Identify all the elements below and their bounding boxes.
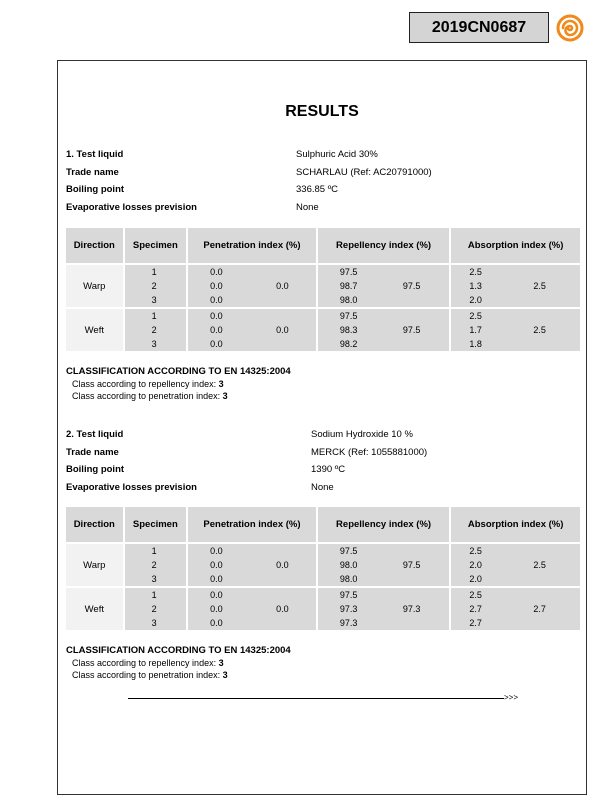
penetration-values: 0.0 0.0 0.0 [210, 267, 223, 305]
info-value: SCHARLAU (Ref: AC20791000) [296, 166, 432, 178]
info-value: Sulphuric Acid 30% [296, 149, 378, 161]
info-value: 1390 ºC [311, 464, 346, 476]
column-header: Penetration index (%) [188, 507, 316, 542]
section1-info [66, 146, 576, 216]
info-label: Boiling point [66, 464, 125, 476]
info-row [66, 164, 576, 182]
repellency-values: 97.5 98.7 98.0 [339, 267, 358, 305]
repellency-values: 97.5 98.0 98.0 [339, 546, 358, 584]
repellency-average: 97.5 [402, 281, 421, 291]
spiral-logo-icon [556, 14, 584, 42]
absorption-average: 2.5 [533, 325, 546, 335]
repellency-class-line [66, 378, 291, 390]
absorption-values: 2.5 1.7 1.8 [469, 311, 482, 349]
penetration-values: 0.0 0.0 0.0 [210, 546, 223, 584]
penetration-class-value: 3 [222, 670, 228, 680]
repellency-average: 97.5 [402, 560, 421, 570]
column-header: Specimen [125, 507, 187, 542]
info-label: Trade name [66, 446, 119, 458]
absorption-average: 2.7 [533, 604, 546, 614]
info-label: 1. Test liquid [66, 149, 124, 161]
penetration-average: 0.0 [276, 281, 289, 291]
specimen-values: 1 2 3 [151, 311, 157, 349]
column-header: Absorption index (%) [451, 507, 580, 542]
info-row [66, 426, 576, 444]
penetration-average: 0.0 [276, 604, 289, 614]
end-rule [128, 698, 504, 699]
section2-info [66, 426, 576, 496]
report-code: 2019CN0687 [409, 12, 549, 43]
column-header: Repellency index (%) [318, 228, 450, 263]
absorption-values: 2.5 2.7 2.7 [469, 590, 482, 628]
info-row [66, 146, 576, 164]
penetration-average: 0.0 [276, 325, 289, 335]
penetration-values: 0.0 0.0 0.0 [210, 311, 223, 349]
classification-heading: CLASSIFICATION ACCORDING TO EN 14325:2004 [66, 645, 291, 656]
repellency-class-line [66, 657, 291, 669]
absorption-average: 2.5 [533, 560, 546, 570]
info-label: Evaporative losses prevision [66, 201, 197, 213]
table-row [66, 544, 580, 586]
penetration-class-label: Class according to penetration index: [72, 391, 221, 401]
penetration-values: 0.0 0.0 0.0 [210, 590, 223, 628]
results-table-1 [64, 226, 582, 353]
repellency-values: 97.5 97.3 97.3 [339, 590, 358, 628]
results-table-2 [64, 505, 582, 632]
specimen-values: 1 2 3 [151, 590, 157, 628]
column-header: Specimen [125, 228, 187, 263]
column-header: Repellency index (%) [318, 507, 450, 542]
repellency-average: 97.3 [402, 604, 421, 614]
penetration-average: 0.0 [276, 560, 289, 570]
table-header-row [66, 228, 580, 263]
classification-block-2 [66, 645, 291, 681]
repellency-values: 97.5 98.3 98.2 [339, 311, 358, 349]
repellency-class-label: Class according to repellency index: [72, 658, 217, 668]
info-value: None [311, 481, 334, 493]
info-label: Trade name [66, 166, 119, 178]
penetration-class-line [66, 669, 291, 681]
info-row [66, 444, 576, 462]
info-row [66, 461, 576, 479]
info-row [66, 181, 576, 199]
classification-block-1 [66, 366, 291, 402]
specimen-values: 1 2 3 [151, 267, 157, 305]
column-header: Direction [66, 507, 123, 542]
repellency-class-label: Class according to repellency index: [72, 379, 217, 389]
info-row [66, 199, 576, 217]
direction-cell: Warp [66, 265, 123, 307]
info-value: 336.85 ºC [296, 184, 339, 196]
absorption-average: 2.5 [533, 281, 546, 291]
absorption-values: 2.5 1.3 2.0 [469, 267, 482, 305]
table-row [66, 588, 580, 630]
column-header: Penetration index (%) [188, 228, 316, 263]
absorption-values: 2.5 2.0 2.0 [469, 546, 482, 584]
page-title: RESULTS [285, 103, 359, 120]
penetration-class-line [66, 390, 291, 402]
repellency-class-value: 3 [218, 658, 224, 668]
results-frame [57, 60, 587, 795]
repellency-average: 97.5 [402, 325, 421, 335]
table-row [66, 265, 580, 307]
table-row [66, 309, 580, 351]
info-label: 2. Test liquid [66, 429, 124, 441]
repellency-class-value: 3 [218, 379, 224, 389]
specimen-values: 1 2 3 [151, 546, 157, 584]
info-label: Evaporative losses prevision [66, 481, 197, 493]
info-value: Sodium Hydroxide 10 % [311, 429, 413, 441]
classification-heading: CLASSIFICATION ACCORDING TO EN 14325:2004 [66, 366, 291, 377]
direction-cell: Weft [66, 588, 123, 630]
direction-cell: Weft [66, 309, 123, 351]
info-value: None [296, 201, 319, 213]
info-value: MERCK (Ref: 1055881000) [311, 446, 428, 458]
column-header: Absorption index (%) [451, 228, 580, 263]
info-row [66, 479, 576, 497]
info-label: Boiling point [66, 184, 125, 196]
continuation-mark: >>> [504, 693, 519, 702]
column-header: Direction [66, 228, 123, 263]
penetration-class-value: 3 [222, 391, 228, 401]
direction-cell: Warp [66, 544, 123, 586]
table-header-row [66, 507, 580, 542]
penetration-class-label: Class according to penetration index: [72, 670, 221, 680]
